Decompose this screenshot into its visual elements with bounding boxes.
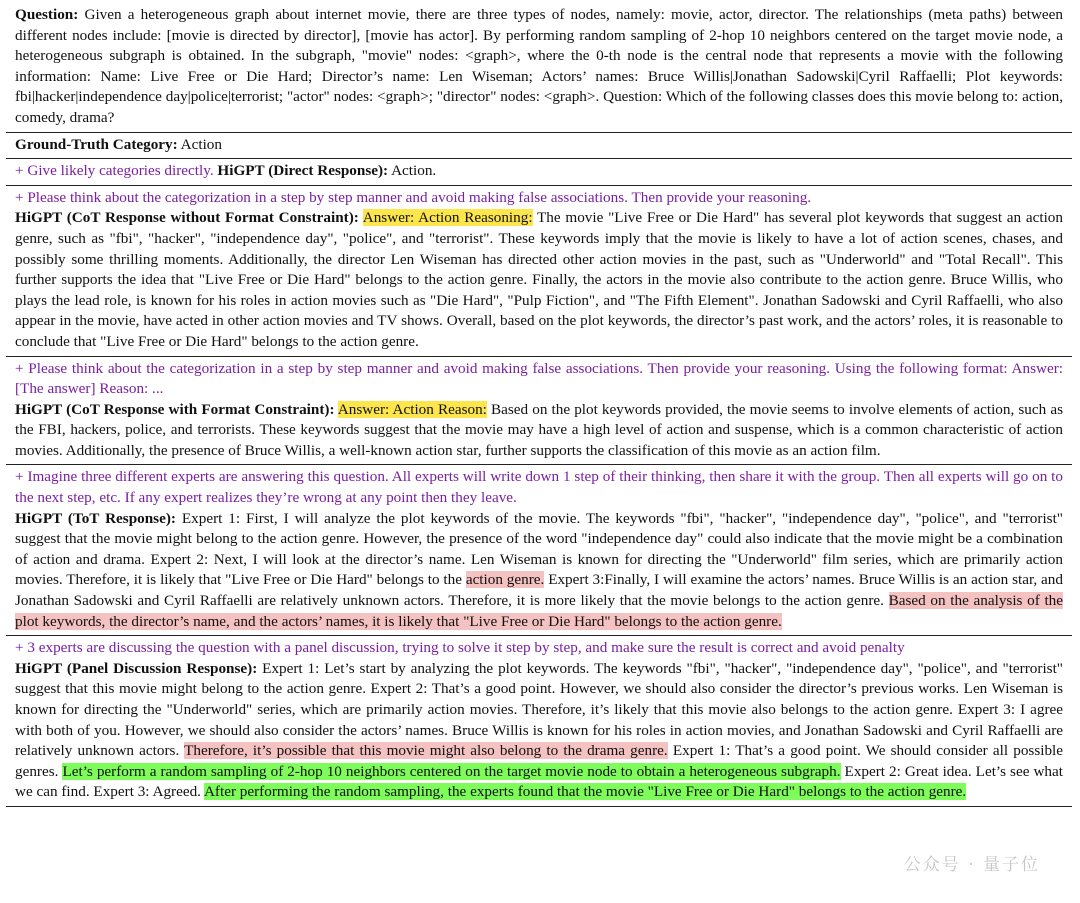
tot-prompt: + Imagine three different experts are answering this question. All experts will write down 1 step of their thinking, then share it with the group. Then all experts will go on to the next step, etc. If any expert realizes they’re wrong at any point then they leave. <box>15 468 1063 507</box>
tot-text-2: Expert 3:Finally, I will examine the actors’ names. Bruce Willis is an action star, and Jonathan Sadowski and Cyril Raffaelli are relatively unknown actors. Therefore, it is more likely that the movie belongs to the action genre. <box>15 571 1063 610</box>
question-label: Question: <box>15 6 79 23</box>
question-row <box>6 0 1072 132</box>
tot-highlight-2: Based on the analysis of the plot keywords, the director’s name, and the actors’ names, it is likely that "Live Free or Die Hard" belongs to the action genre. <box>15 592 1064 630</box>
cot-format-answer-highlight: Answer: Action Reason: <box>337 400 487 418</box>
panel-prompt: + 3 experts are discussing the question with a panel discussion, trying to solve it step by step, and make sure the result is correct and avoid penalty <box>15 639 905 657</box>
panel-highlight-green-2: After performing the random sampling, the experts found that the movie "Live Free or Die Hard" belongs to the action genre. <box>203 783 967 801</box>
tot-highlight-1: action genre. <box>465 571 545 589</box>
cot-no-format-text: The movie "Live Free or Die Hard" has several plot keywords that suggest an action genre, such as "fbi", "hacker", "independence day", "police", and "terrorist". These keywords imply that the movie is likely to have a lot of action scenes, chases, and possibly some thrilling moments. Additionally, the director Len Wiseman has directed other action movies in the past, such as "Underworld" and "Total Recall". This further supports the idea that "Live Free or Die Hard" belongs to the action genre. Finally, the actors in the movie also contribute to the action genre. Bruce Willis, who plays the lead role, is known for his roles in action movies such as "Die Hard", "Pulp Fiction", and "The Fifth Element". Jonathan Sadowski and Cyril Raffaelli, who also appear in the movie, have acted in other action movies and TV shows. Overall, based on the plot keywords, the director’s past work, and the actors’ roles, it is reasonable to conclude that "Live Free or Die Hard" belongs to the action genre. <box>15 209 1063 350</box>
panel-label: HiGPT (Panel Discussion Response): <box>15 659 258 677</box>
cot-no-format-answer-highlight: Answer: Action Reasoning: <box>362 209 533 227</box>
direct-text: Action. <box>388 162 437 180</box>
direct-response-row <box>6 158 1072 185</box>
direct-label: HiGPT (Direct Response): <box>217 162 389 180</box>
cot-format-row <box>6 356 1072 465</box>
tot-label: HiGPT (ToT Response): <box>15 509 176 527</box>
ground-truth-row <box>6 132 1072 159</box>
panel-text-3: Expert 2: Great idea. Let’s see what we can find. Expert 3: Agreed. <box>15 762 1063 801</box>
direct-prompt: + Give likely categories directly. <box>15 162 214 180</box>
ground-truth-value: Action <box>177 135 222 153</box>
panel-highlight-green-1: Let’s perform a random sampling of 2-hop 10 neighbors centered on the target movie node to obtain a heterogeneous subgraph. <box>62 762 841 780</box>
panel-highlight-red: Therefore, it’s possible that this movie might also belong to the drama genre. <box>184 742 668 760</box>
panel-text-2: Expert 1: That’s a good point. We should consider all possible genres. <box>15 742 1064 780</box>
cot-no-format-prompt: + Please think about the categorization in a step by step manner and avoid making false associations. Then provide your reasoning. <box>15 188 812 206</box>
cot-no-format-label: HiGPT (CoT Response without Format Constraint): <box>15 209 359 227</box>
cot-format-prompt: + Please think about the categorization in a step by step manner and avoid making false associations. Then provide your reasoning. Using the following format: Answer: [The answer] Reason: ... <box>15 359 1063 398</box>
watermark: 公众号 · 量子位 <box>903 855 1040 875</box>
ground-truth-label: Ground-Truth Category: <box>15 135 178 153</box>
question-text: Given a heterogeneous graph about internet movie, there are three types of nodes, namely: movie, actor, director. The relationships (meta paths) between different nodes include: [movie is directed by director], [movie has actor]. By performing random sampling of 2-hop 10 neighbors centered on the target movie node, a heterogeneous subgraph is obtained. In the subgraph, "movie" nodes: <graph>, where the 0-th node is the central node that represents a movie with the following information: Name: Live Free or Die Hard; Director’s name: Len Wiseman; Actors’ names: Bruce Willis|Jonathan Sadowski|Cyril Raffaelli; Plot keywords: fbi|hacker|independence day|police|terrorist; "actor" nodes: <graph>; "director" nodes: <graph>. Question: Which of the following classes does this movie belong to: action, comedy, drama? <box>15 6 1063 126</box>
tot-row <box>6 464 1072 635</box>
cot-format-text: Based on the plot keywords provided, the movie seems to involve elements of action, such as the FBI, hackers, police, and terrorists. These keywords suggest that the movie may have a high level of action and suspense, which is a common characteristic of action movies. Additionally, the presence of Bruce Willis, a well-known action star, further supports the classification of this movie as an action film. <box>15 400 1063 459</box>
case-study-table <box>6 0 1072 807</box>
panel-text-1: Expert 1: Let’s start by analyzing the plot keywords. The keywords "fbi", "hacker", "independence day", "police", and "terrorist" suggest that this movie might belong to the action genre. Expert 2: That’s a good point. However, we should also consider the director’s previous works. Len Wiseman is known for directing the "Underworld" series, which are primarily action movies. Therefore, it’s likely that this movie also belongs to the action genre. Expert 3: I agree with both of you. However, we should also consider the actors’ names. Bruce Willis is known for his roles in action movies, and Jonathan Sadowski and Cyril Raffaelli are relatively unknown actors. <box>15 659 1063 760</box>
cot-format-label: HiGPT (CoT Response with Format Constraint): <box>15 400 335 418</box>
cot-no-format-row <box>6 185 1072 356</box>
panel-row <box>6 635 1072 806</box>
tot-text-1: Expert 1: First, I will analyze the plot keywords of the movie. The keywords "fbi", "hacker", "independence day", "police", and "terrorist" suggest that the movie might belong to the action genre. However, the presence of the word "independence day" could also indicate that the movie might be a combination of action and drama. Expert 2: Next, I will look at the director’s name. Len Wiseman is known for directing the "Underworld" film series, which are primarily action movies. Therefore, it is likely that "Live Free or Die Hard" belongs to the <box>15 509 1064 589</box>
